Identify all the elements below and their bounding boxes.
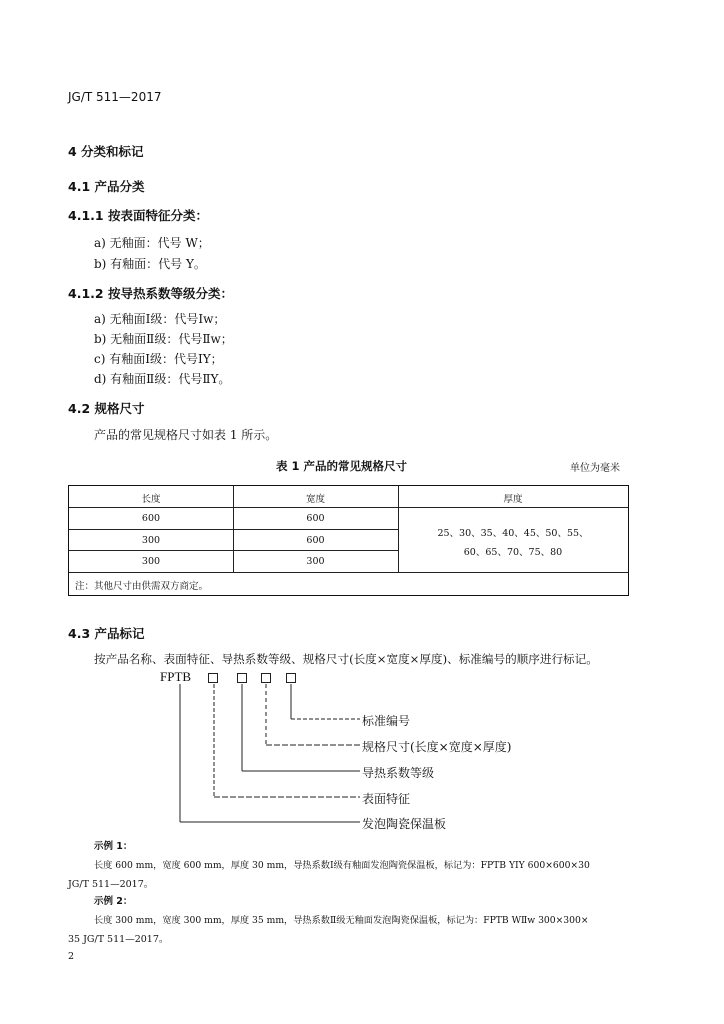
standard-code: JG/T 511—2017: [68, 90, 162, 104]
mark-label-conductivity: 导热系数等级: [362, 766, 435, 780]
table-header: 厚度: [503, 494, 523, 505]
table-cell: 300: [141, 556, 161, 567]
list-item: d) 有釉面Ⅱ级：代号ⅡY。: [94, 372, 231, 386]
section-4-3-text: 按产品名称、表面特征、导热系数等级、规格尺寸(长度×宽度×厚度)、标准编号的顺序进行标记。: [94, 652, 598, 666]
example-2-text: 长度 300 mm，宽度 300 mm，厚度 35 mm，导热系数Ⅱ级无釉面发泡陶瓷保温板，标记为：FPTB WⅡw 300×300×: [94, 915, 589, 926]
list-item: b) 有釉面：代号 Y。: [94, 257, 206, 271]
table-cell: 600: [306, 513, 325, 524]
table-note: 注：其他尺寸由供需双方商定。: [75, 581, 209, 592]
section-4-title: 4 分类和标记: [68, 144, 144, 159]
section-4-1-1-title: 4.1.1 按表面特征分类：: [68, 208, 208, 223]
list-item: c) 有釉面Ⅰ级：代号ⅠY；: [94, 352, 223, 366]
section-4-1-2-title: 4.1.2 按导热系数等级分类：: [68, 286, 233, 301]
table-unit: 单位为毫米: [570, 463, 620, 474]
table-cell-thickness: 60、65、70、75、80: [463, 547, 563, 558]
mark-label-surface: 表面特征: [362, 792, 411, 806]
mark-label-size: 规格尺寸(长度×宽度×厚度): [362, 740, 512, 754]
example-1-label: 示例 1：: [94, 841, 133, 852]
section-4-3-title: 4.3 产品标记: [68, 626, 145, 641]
table-caption: 表 1 产品的常见规格尺寸: [276, 459, 408, 473]
table-cell: 600: [306, 535, 325, 546]
list-item: b) 无釉面Ⅱ级：代号Ⅱw；: [94, 332, 233, 346]
list-item: a) 无釉面Ⅰ级：代号Ⅰw；: [94, 312, 226, 326]
table-cell: 300: [306, 556, 325, 567]
example-1-text: JG/T 511—2017。: [68, 879, 154, 890]
section-4-1-title: 4.1 产品分类: [68, 179, 145, 194]
mark-prefix: FPTB: [160, 669, 192, 684]
mark-label-product: 发泡陶瓷保温板: [362, 817, 447, 831]
list-item: a) 无釉面：代号 W；: [94, 236, 210, 250]
table-cell: 300: [141, 535, 161, 546]
table-cell: 600: [141, 513, 161, 524]
section-4-2-title: 4.2 规格尺寸: [68, 401, 145, 416]
mark-label-standard: 标准编号: [362, 714, 411, 728]
table-cell-thickness: 25、30、35、40、45、50、55、: [437, 528, 589, 539]
table-header: 长度: [141, 494, 161, 505]
section-4-2-text: 产品的常见规格尺寸如表 1 所示。: [94, 428, 278, 442]
table-header: 宽度: [305, 494, 325, 505]
example-1-text: 长度 600 mm，宽度 600 mm，厚度 30 mm，导热系数Ⅰ级有釉面发泡陶瓷保温板，标记为：FPTB YⅠY 600×600×30: [94, 860, 590, 871]
example-2-label: 示例 2：: [94, 896, 133, 907]
page-number: 2: [68, 951, 75, 962]
example-2-text: 35 JG/T 511—2017。: [68, 934, 169, 945]
